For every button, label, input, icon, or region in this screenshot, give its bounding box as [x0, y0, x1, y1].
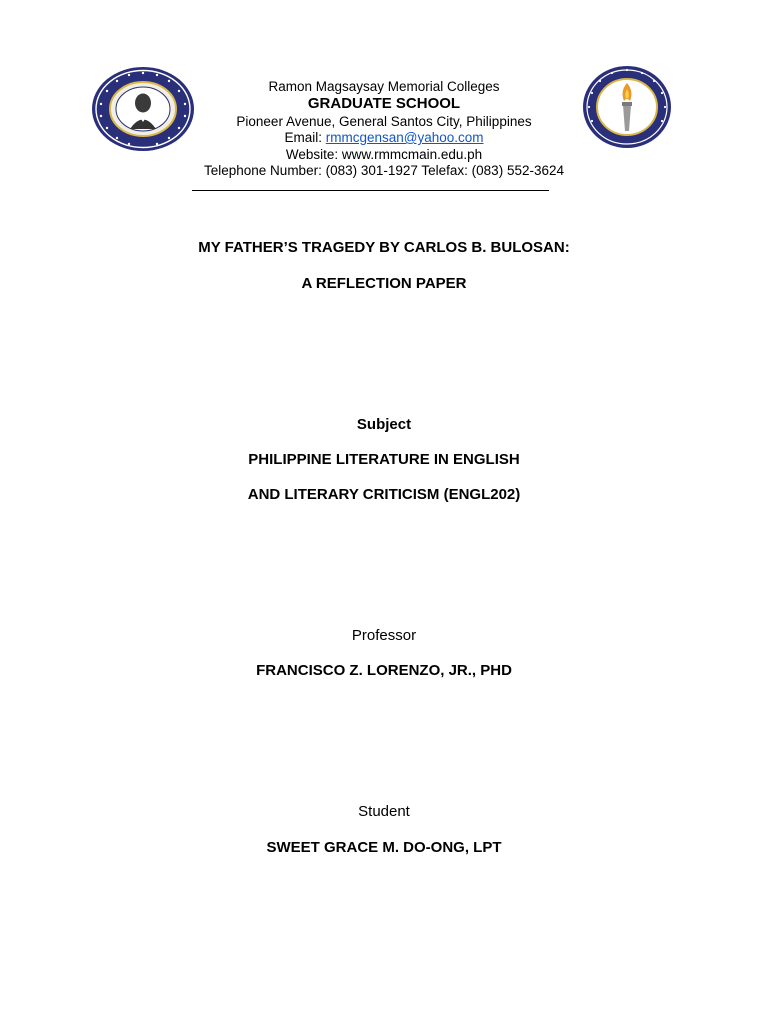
subject-line-1: PHILIPPINE LITERATURE IN ENGLISH: [248, 451, 520, 468]
email-line: [0, 129, 768, 146]
professor-name: FRANCISCO Z. LORENZO, JR., PHD: [256, 662, 512, 679]
student-name: SWEET GRACE M. DO-ONG, LPT: [266, 839, 502, 856]
header-divider: [192, 190, 549, 191]
institution-name: Ramon Magsaysay Memorial Colleges: [268, 79, 500, 94]
subject-line-2: AND LITERARY CRITICISM (ENGL202): [247, 486, 521, 503]
email-link[interactable]: rmmcgensan@yahoo.com: [325, 130, 484, 145]
website: Website: www.rmmcmain.edu.ph: [285, 147, 483, 162]
professor-label: Professor: [351, 627, 417, 644]
student-label: Student: [358, 803, 410, 820]
subject-label: Subject: [356, 416, 412, 433]
email-label: Email:: [284, 130, 326, 145]
paper-subtitle: A REFLECTION PAPER: [301, 275, 467, 292]
paper-title: MY FATHER’S TRAGEDY BY CARLOS B. BULOSAN:: [198, 239, 570, 256]
school-name: GRADUATE SCHOOL: [307, 95, 461, 112]
telephone: Telephone Number: (083) 301-1927 Telefax: (083) 552-3624: [204, 163, 564, 178]
address: Pioneer Avenue, General Santos City, Philippines: [236, 114, 532, 129]
